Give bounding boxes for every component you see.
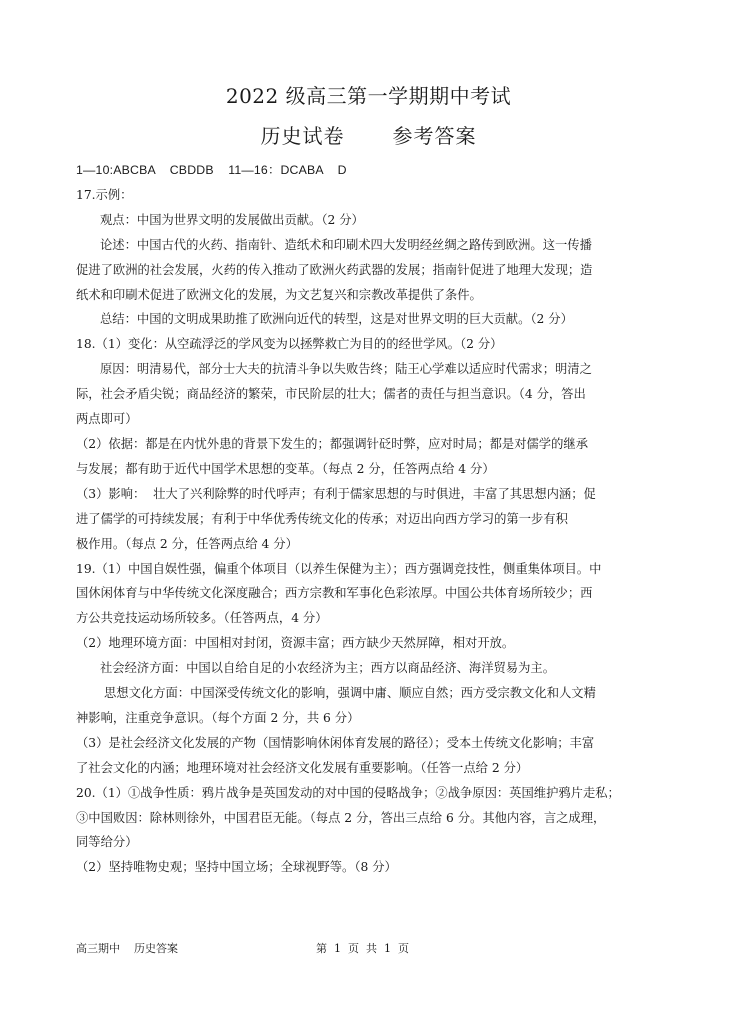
q18-part3-line2: 进了儒学的可持续发展；有利于中华优秀传统文化的传承；对迈出向西方学习的第一步有积 xyxy=(76,511,568,526)
footer-label: 高三期中 历史答案 xyxy=(76,942,178,955)
q18-reason-line3: 两点即可） xyxy=(76,412,138,427)
q20-part2: （2）坚持唯物史观；坚持中国立场；全球视野等。（8 分） xyxy=(76,860,397,875)
q18-reason-line1: 原因：明清易代，部分士大夫的抗清斗争以失败告终；陆王心学难以适应时代需求；明清之 xyxy=(100,362,592,377)
subtitle-subject: 历史试卷 xyxy=(260,124,345,148)
q19-part2-social: 社会经济方面：中国以自给自足的小农经济为主；西方以商品经济、海洋贸易为主。 xyxy=(100,661,555,676)
exam-title: 2022 级高三第一学期期中考试 xyxy=(225,84,512,108)
answer-body xyxy=(76,158,668,880)
q17-label: 17.示例： xyxy=(76,187,133,202)
q20-part1-line2: ③中国败因：除林则徐外，中国君臣无能。（每点 2 分，答出三点给 6 分。其他内容，言之成理， xyxy=(76,810,606,825)
q19-part3-line1: （3）是社会经济文化发展的产物（国情影响休闲体育发展的路径）；受本土传统文化影响；丰富 xyxy=(76,735,595,750)
q17-view: 观点：中国为世界文明的发展做出贡献。（2 分） xyxy=(100,212,364,227)
q18-part3-line3: 极作用。（每点 2 分，任答两点给 4 分） xyxy=(76,536,298,551)
q18-part1: 18.（1）变化：从空疏浮泛的学风变为以拯弊救亡为目的的经世学风。（2 分） xyxy=(76,337,503,352)
q19-part1-line3: 方公共竞技运动场所较多。（任答两点，4 分） xyxy=(76,611,328,626)
q17-summary: 总结：中国的文明成果助推了欧洲向近代的转型，这是对世界文明的巨大贡献。（2 分） xyxy=(100,312,573,327)
q18-part2-line1: （2）依据：都是在内忧外患的背景下发生的；都强调针砭时弊，应对时局；都是对儒学的继承 xyxy=(76,436,588,451)
mc-answers: 1—10:ABCBA CBDDB 11—16：DCABA D xyxy=(76,163,347,177)
q20-part1-line3: 同等给分） xyxy=(76,835,138,850)
q19-part2-culture-line2: 神影响，注重竞争意识。（每个方面 2 分，共 6 分） xyxy=(76,710,360,725)
q20-part1-line1: 20.（1）①战争性质：鸦片战争是英国发动的对中国的侵略战争；②战争原因：英国维护鸦片走私； xyxy=(76,785,620,800)
exam-subtitle xyxy=(0,120,737,149)
q19-part2: （2）地理环境方面：中国相对封闭，资源丰富；西方缺少天然屏障，相对开放。 xyxy=(76,636,515,651)
q19-part1-line1: 19.（1）中国自娱性强，偏重个体项目（以养生保健为主）；西方强调竞技性，侧重集体项目。中 xyxy=(76,561,602,576)
q18-part2-line2: 与发展；都有助于近代中国学术思想的变革。（每点 2 分，任答两点给 4 分） xyxy=(76,461,495,476)
q17-argument-line1: 论述：中国古代的火药、指南针、造纸术和印刷术四大发明经丝绸之路传到欧洲。这一传播 xyxy=(100,237,592,252)
subtitle-answer-key: 参考答案 xyxy=(392,124,477,148)
q18-part3-line1: （3）影响： 壮大了兴利除弊的时代呼声；有利于儒家思想的与时俱进，丰富了其思想内涵；促 xyxy=(76,486,596,501)
q19-part1-line2: 国休闲体育与中华传统文化深度融合；西方宗教和军事化色彩浓厚。中国公共体育场所较少；西 xyxy=(76,586,593,601)
q19-part2-culture-line1: 思想文化方面：中国深受传统文化的影响，强调中庸、顺应自然；西方受宗教文化和人文精 xyxy=(104,686,596,701)
q19-part3-line2: 了社会文化的内涵；地理环境对社会经济文化发展有重要影响。（任答一点给 2 分） xyxy=(76,760,529,775)
q17-argument-line3: 纸术和印刷术促进了欧洲文化的发展，为文艺复兴和宗教改革提供了条件。 xyxy=(76,287,482,302)
q18-reason-line2: 际，社会矛盾尖锐；商品经济的繁荣，市民阶层的壮大；儒者的责任与担当意识。（4 分，答出 xyxy=(76,387,586,402)
page-number: 第 1 页 共 1 页 xyxy=(316,942,409,955)
q17-argument-line2: 促进了欧洲的社会发展，火药的传入推动了欧洲火药武器的发展；指南针促进了地理大发现；造 xyxy=(76,262,593,277)
